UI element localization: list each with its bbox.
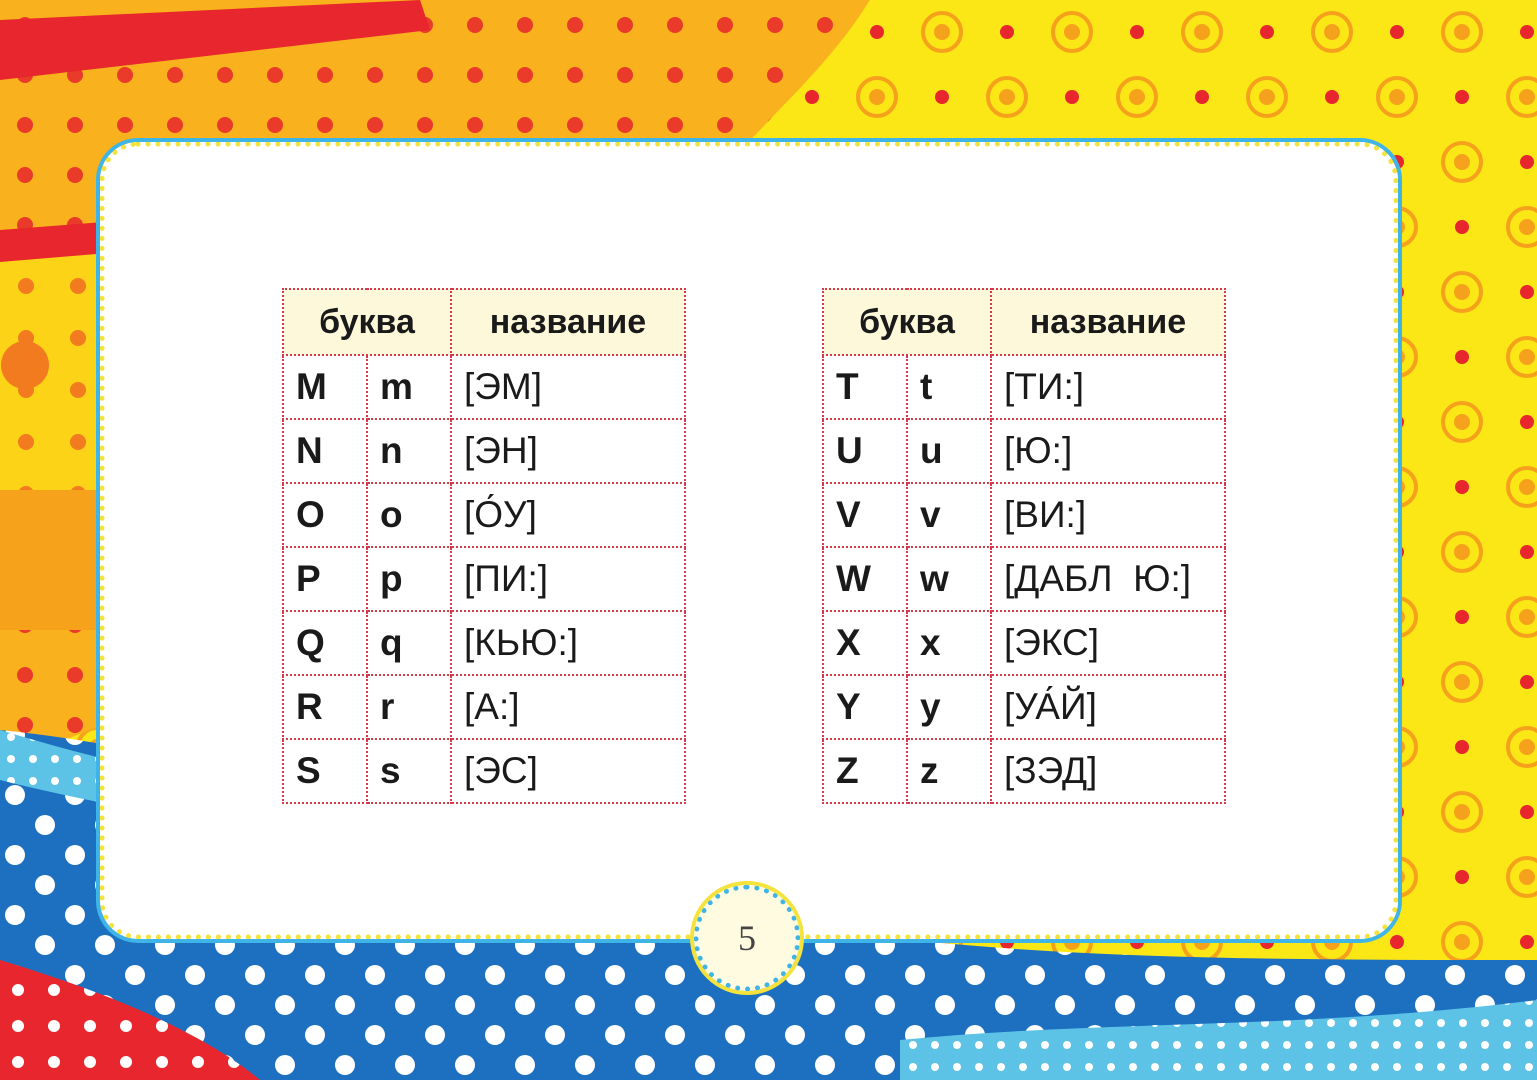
table-header-row bbox=[283, 289, 685, 355]
table-row bbox=[823, 483, 1225, 547]
table-row bbox=[283, 355, 685, 419]
table-row bbox=[823, 739, 1225, 803]
letter-name: [ПИ:] bbox=[451, 547, 685, 611]
table-row bbox=[823, 675, 1225, 739]
uppercase-letter: M bbox=[283, 355, 367, 419]
lowercase-letter: z bbox=[907, 739, 991, 803]
table-row bbox=[283, 547, 685, 611]
letter-name: [ВИ:] bbox=[991, 483, 1225, 547]
uppercase-letter: N bbox=[283, 419, 367, 483]
letter-name: [ЗЭД] bbox=[991, 739, 1225, 803]
lowercase-letter: x bbox=[907, 611, 991, 675]
header-letter: буква bbox=[283, 289, 451, 355]
lowercase-letter: o bbox=[367, 483, 451, 547]
letter-name: [ЭМ] bbox=[451, 355, 685, 419]
table-row bbox=[823, 355, 1225, 419]
lowercase-letter: n bbox=[367, 419, 451, 483]
lowercase-letter: s bbox=[367, 739, 451, 803]
table-row bbox=[283, 675, 685, 739]
alphabet-table-m-s bbox=[282, 288, 686, 804]
letter-name: [КЬЮ:] bbox=[451, 611, 685, 675]
letter-name: [Ю:] bbox=[991, 419, 1225, 483]
letter-name: [О́У] bbox=[451, 483, 685, 547]
lowercase-letter: t bbox=[907, 355, 991, 419]
letter-name: [ЭКС] bbox=[991, 611, 1225, 675]
uppercase-letter: R bbox=[283, 675, 367, 739]
uppercase-letter: Z bbox=[823, 739, 907, 803]
uppercase-letter: O bbox=[283, 483, 367, 547]
lowercase-letter: y bbox=[907, 675, 991, 739]
uppercase-letter: T bbox=[823, 355, 907, 419]
lowercase-letter: v bbox=[907, 483, 991, 547]
uppercase-letter: Q bbox=[283, 611, 367, 675]
table-header-row bbox=[823, 289, 1225, 355]
lowercase-letter: r bbox=[367, 675, 451, 739]
lowercase-letter: q bbox=[367, 611, 451, 675]
header-name: название bbox=[451, 289, 685, 355]
table-row bbox=[823, 611, 1225, 675]
uppercase-letter: S bbox=[283, 739, 367, 803]
uppercase-letter: W bbox=[823, 547, 907, 611]
uppercase-letter: V bbox=[823, 483, 907, 547]
page-number-badge bbox=[694, 885, 800, 991]
lowercase-letter: p bbox=[367, 547, 451, 611]
letter-name: [ЭН] bbox=[451, 419, 685, 483]
table-row bbox=[283, 739, 685, 803]
uppercase-letter: U bbox=[823, 419, 907, 483]
table-row bbox=[283, 611, 685, 675]
letter-name: [ДАБЛ Ю:] bbox=[991, 547, 1225, 611]
letter-name: [УА́Й] bbox=[991, 675, 1225, 739]
page-number: 5 bbox=[738, 918, 756, 958]
table-row bbox=[823, 547, 1225, 611]
lowercase-letter: u bbox=[907, 419, 991, 483]
lowercase-letter: m bbox=[367, 355, 451, 419]
header-letter: буква bbox=[823, 289, 991, 355]
letter-name: [ЭС] bbox=[451, 739, 685, 803]
letter-name: [ТИ:] bbox=[991, 355, 1225, 419]
uppercase-letter: X bbox=[823, 611, 907, 675]
header-name: название bbox=[991, 289, 1225, 355]
alphabet-table-t-z bbox=[822, 288, 1226, 804]
table-row bbox=[283, 419, 685, 483]
table-row bbox=[283, 483, 685, 547]
table-row bbox=[823, 419, 1225, 483]
uppercase-letter: Y bbox=[823, 675, 907, 739]
letter-name: [А:] bbox=[451, 675, 685, 739]
uppercase-letter: P bbox=[283, 547, 367, 611]
lowercase-letter: w bbox=[907, 547, 991, 611]
